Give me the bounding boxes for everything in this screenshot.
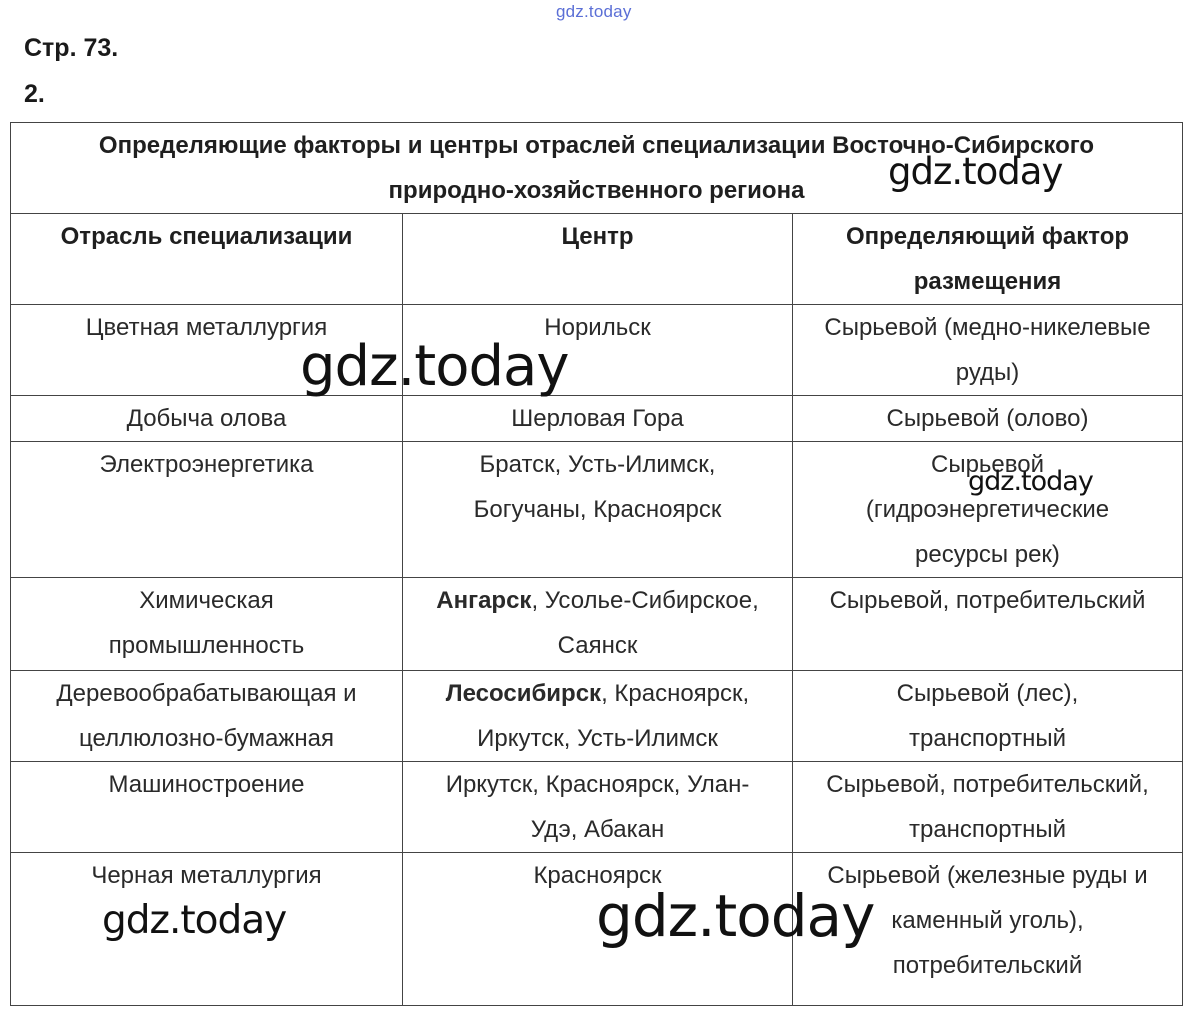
watermark: gdz.today: [596, 882, 875, 950]
table-caption-row: [11, 123, 1183, 214]
branch-cell: Деревообрабатывающая и целлюлозно-бумажная: [11, 671, 403, 762]
watermark: gdz.today: [888, 150, 1063, 193]
center-cell: Красноярск: [403, 853, 793, 1006]
branch-cell: Электроэнергетика: [11, 442, 403, 578]
table-row: [11, 305, 1183, 396]
branch-cell: Химическая промышленность: [11, 578, 403, 671]
table-row: [11, 853, 1183, 1006]
page-reference: Стр. 73.: [24, 34, 119, 62]
header-factor-line-2: размещения: [913, 268, 1062, 295]
center-cell: Иркутск, Красноярск, Улан- Удэ, Абакан: [403, 762, 793, 853]
factor-cell: Сырьевой (лес), транспортный: [793, 671, 1183, 762]
branch-cell: Цветная металлургия: [11, 305, 403, 396]
factor-cell: Сырьевой, потребительский, транспортный: [793, 762, 1183, 853]
watermark: gdz.today: [300, 334, 569, 399]
table-row: [11, 442, 1183, 578]
specialization-table: [10, 122, 1183, 1006]
table-row: [11, 578, 1183, 671]
header-factor-line-1: Определяющий фактор: [845, 223, 1130, 250]
factor-cell: Сырьевой, потребительский: [793, 578, 1183, 671]
factor-cell: Сырьевой (медно-никелевые руды): [793, 305, 1183, 396]
branch-cell: Черная металлургия: [11, 853, 403, 1006]
center-cell: Ангарск, Усолье-Сибирское, Саянск: [403, 578, 793, 671]
center-cell: Лесосибирск, Красноярск, Иркутск, Усть-Илимск: [403, 671, 793, 762]
caption-line-2: природно-хозяйственного региона: [388, 177, 805, 204]
header-factor: [793, 214, 1183, 305]
table-row: [11, 671, 1183, 762]
caption-line-1: Определяющие факторы и центры отраслей специализации Восточно-Сибирского: [98, 132, 1095, 159]
table-row: [11, 396, 1183, 442]
factor-cell: Сырьевой (железные руды и каменный уголь), потребительский: [793, 853, 1183, 1006]
watermark-top: gdz.today: [556, 2, 632, 21]
table-row: [11, 762, 1183, 853]
task-number: 2.: [24, 80, 45, 108]
center-cell: Братск, Усть-Илимск, Богучаны, Красноярск: [403, 442, 793, 578]
center-cell: Шерловая Гора: [403, 396, 793, 442]
center-cell: Норильск: [403, 305, 793, 396]
table-header-row: [11, 214, 1183, 305]
watermark: gdz.today: [102, 898, 287, 943]
branch-cell: Машиностроение: [11, 762, 403, 853]
factor-cell: Сырьевой (гидроэнергетические ресурсы рек): [793, 442, 1183, 578]
header-center: Центр: [403, 214, 793, 305]
table-caption: [11, 123, 1183, 214]
header-branch: Отрасль специализации: [11, 214, 403, 305]
factor-cell: Сырьевой (олово): [793, 396, 1183, 442]
branch-cell: Добыча олова: [11, 396, 403, 442]
watermark: gdz.today: [968, 466, 1093, 497]
